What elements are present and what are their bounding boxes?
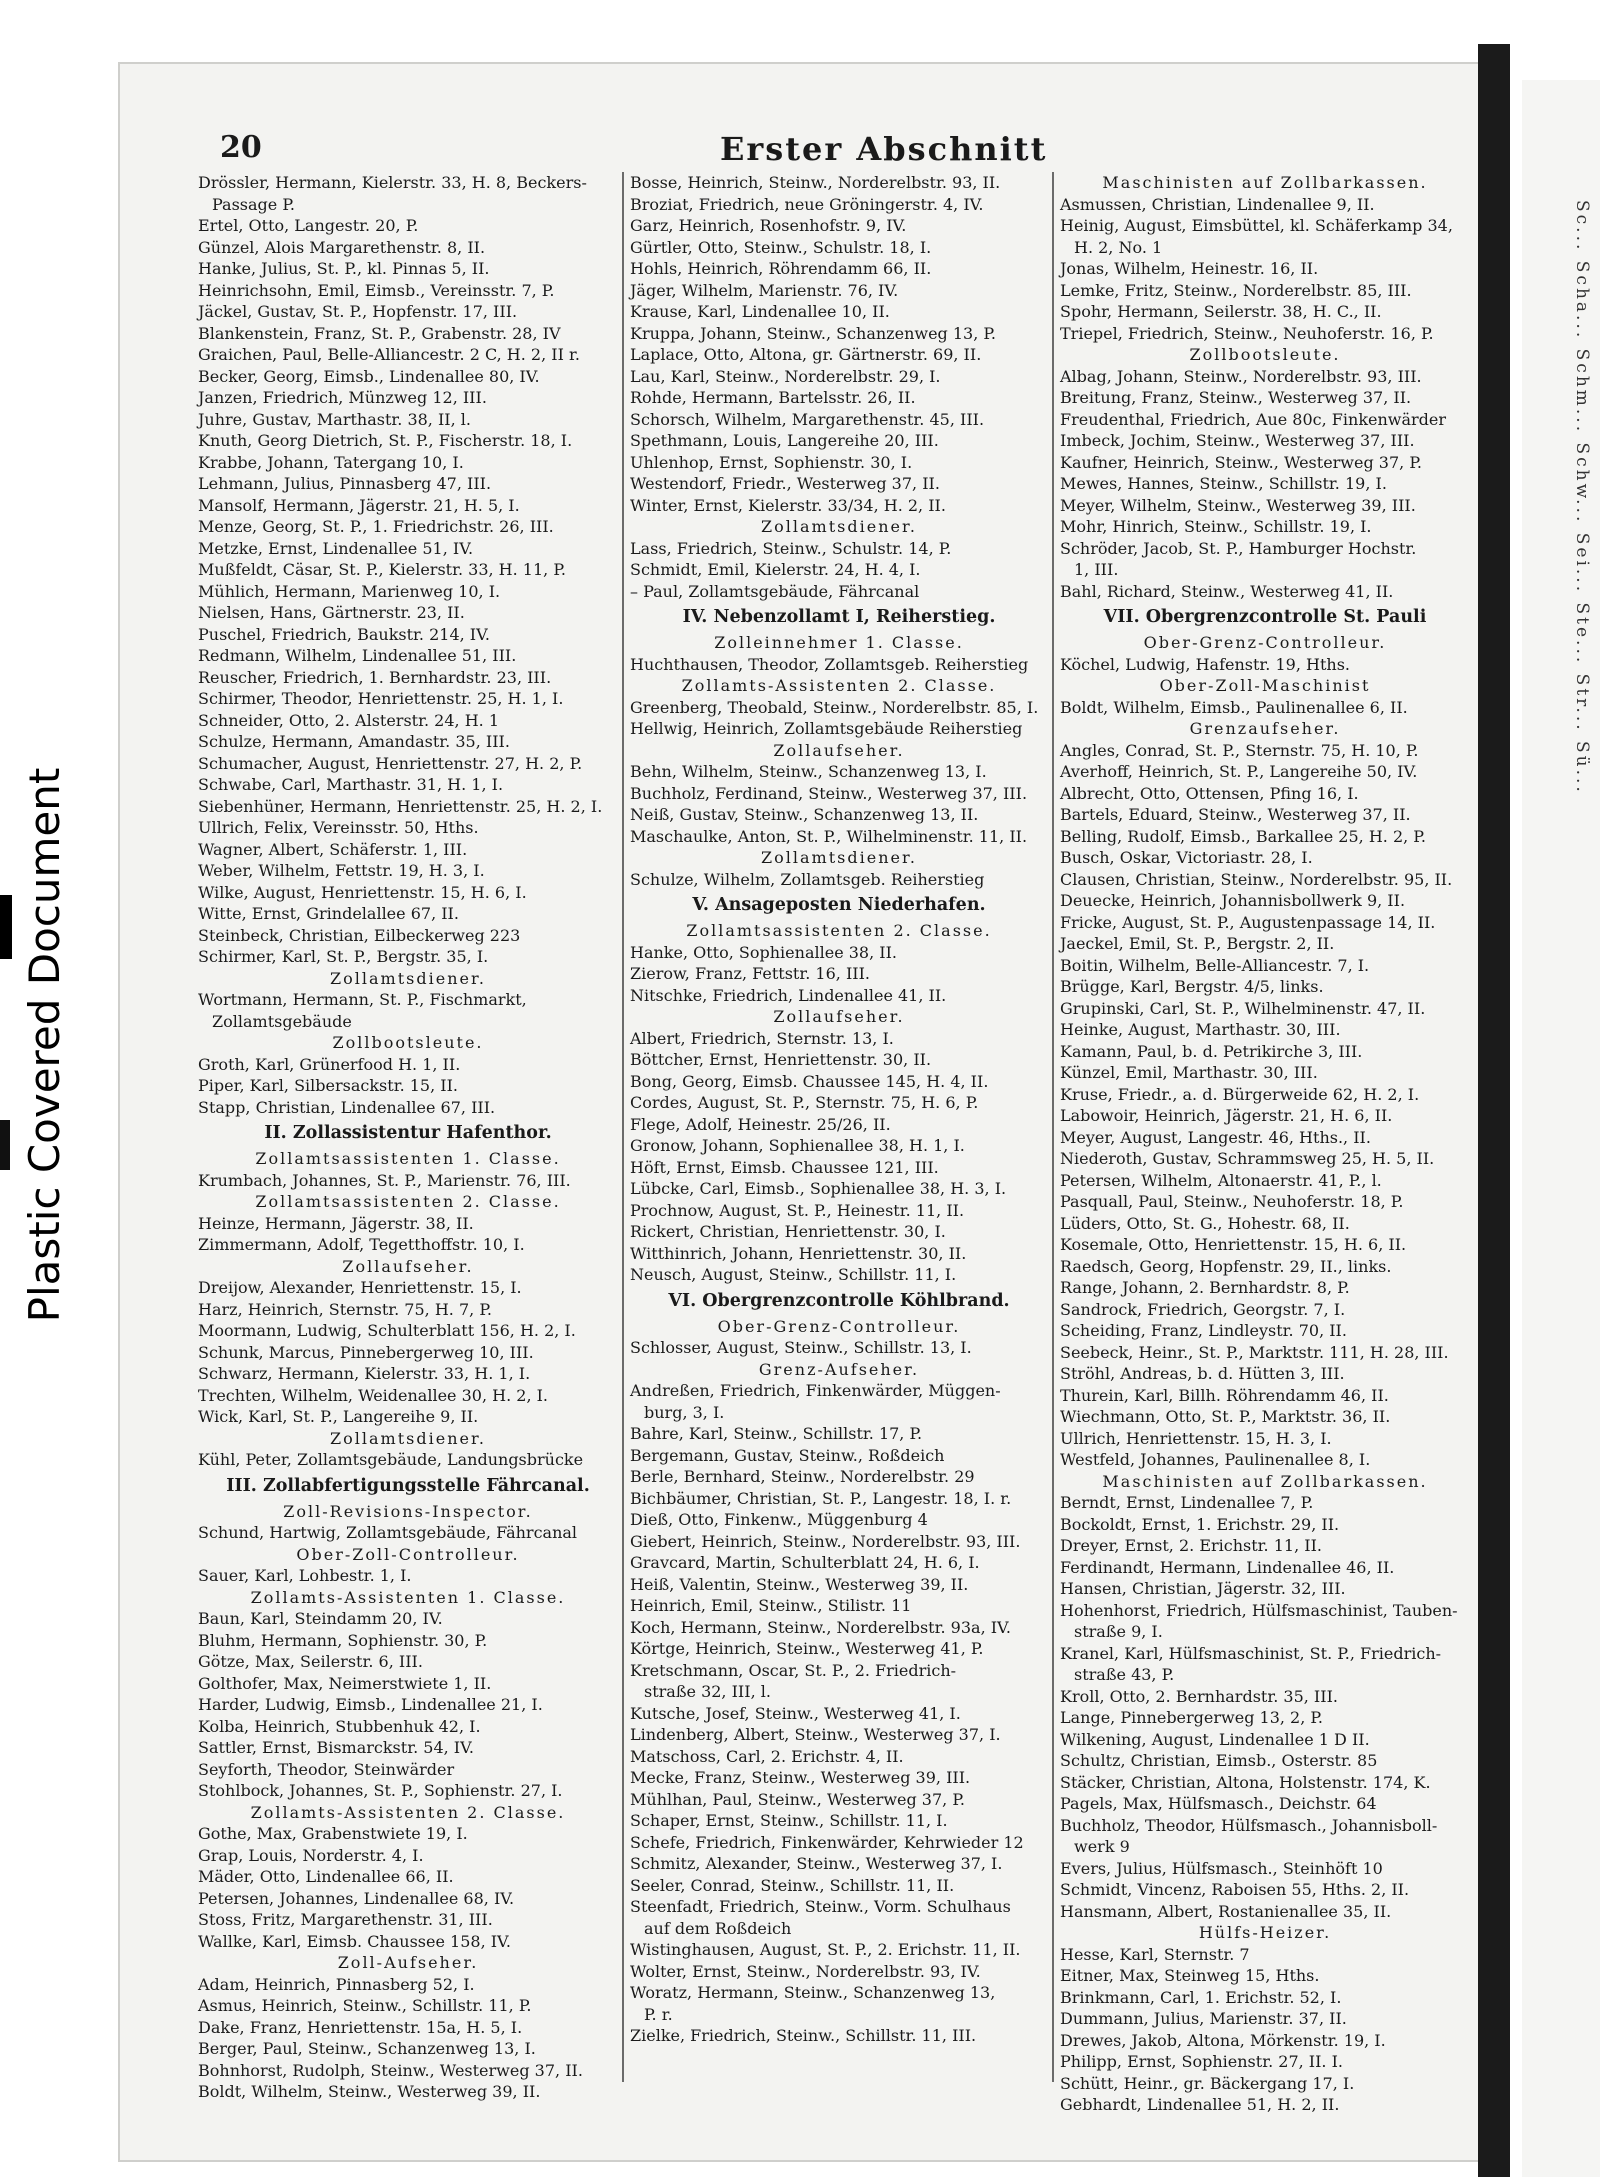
directory-entry: Zollamtsgebäude — [212, 1011, 352, 1031]
directory-entry: Zierow, Franz, Fettstr. 16, III. — [630, 964, 870, 983]
directory-entry: Seebeck, Heinr., St. P., Marktstr. 111, H. 28, III. — [1060, 1342, 1449, 1362]
directory-entry: Mewes, Hannes, Steinw., Schillstr. 19, I. — [1060, 474, 1387, 493]
directory-entry: Gürtler, Otto, Steinw., Schulstr. 18, I. — [630, 237, 932, 257]
directory-entry: Schirmer, Karl, St. P., Bergstr. 35, I. — [198, 947, 489, 966]
page-heading: Erster Abschnitt — [720, 130, 1048, 168]
directory-entry: Lau, Karl, Steinw., Norderelbstr. 29, I. — [630, 366, 941, 386]
subsection-heading: Ober-Grenz-Controlleur. — [1143, 633, 1387, 652]
directory-entry: Schultz, Christian, Eimsb., Osterstr. 85 — [1060, 1751, 1378, 1770]
directory-entry: Triepel, Friedrich, Steinw., Neuhoferstr. 16, P. — [1060, 323, 1434, 343]
directory-entry: Maschaulke, Anton, St. P., Wilhelminenstr. 11, II. — [630, 826, 1028, 846]
directory-entry: Kranel, Karl, Hülfsmaschinist, St. P., Friedrich- — [1060, 1643, 1442, 1663]
subsection-heading: Zollaufseher. — [773, 740, 905, 760]
subsection-heading: Zollbootsleute. — [1189, 345, 1341, 364]
directory-entry: Boldt, Wilhelm, Steinw., Westerweg 39, II. — [198, 2082, 541, 2101]
directory-entry: Huchthausen, Theodor, Zollamtsgeb. Reiherstieg — [630, 654, 1029, 674]
directory-entry: werk 9 — [1074, 1837, 1130, 1856]
directory-entry: straße 9, I. — [1074, 1622, 1163, 1641]
directory-entry: Krumbach, Johannes, St. P., Marienstr. 76, III. — [198, 1170, 571, 1190]
directory-entry: Körtge, Heinrich, Steinw., Westerweg 41, P. — [630, 1639, 984, 1658]
directory-entry: Günzel, Alois Margarethenstr. 8, II. — [198, 237, 486, 257]
directory-entry: Asmussen, Christian, Lindenallee 9, II. — [1060, 194, 1375, 214]
directory-entry: Ertel, Otto, Langestr. 20, P. — [198, 216, 419, 235]
directory-entry: Wolter, Ernst, Steinw., Norderelbstr. 93, IV. — [630, 1961, 981, 1981]
section-heading: II. Zollassistentur Hafenthor. — [264, 1123, 552, 1143]
directory-entry: Stapp, Christian, Lindenallee 67, III. — [198, 1097, 496, 1117]
directory-entry: Mecke, Franz, Steinw., Westerweg 39, III. — [630, 1768, 971, 1787]
directory-entry: Grap, Louis, Norderstr. 4, I. — [198, 1845, 424, 1865]
subsection-heading: Grenzaufseher. — [1189, 719, 1341, 738]
directory-entry: Westendorf, Friedr., Westerweg 37, II. — [630, 474, 940, 493]
directory-entry: Metzke, Ernst, Lindenallee 51, IV. — [198, 538, 474, 558]
directory-entry: Golthofer, Max, Neimerstwiete 1, II. — [198, 1673, 492, 1693]
directory-entry: Thurein, Karl, Billh. Röhrendamm 46, II. — [1060, 1385, 1389, 1405]
directory-entry: Buchholz, Theodor, Hülfsmasch., Johannisboll- — [1060, 1815, 1438, 1835]
directory-entry: Stäcker, Christian, Altona, Holstenstr. 174, K. — [1060, 1772, 1431, 1792]
directory-entry: Seeler, Conrad, Steinw., Schillstr. 11, II. — [630, 1875, 955, 1895]
directory-entry: Hanke, Julius, St. P., kl. Pinnas 5, II. — [198, 259, 490, 278]
directory-entry: Dreyer, Ernst, 2. Erichstr. 11, II. — [1060, 1536, 1322, 1555]
directory-entry: Schefe, Friedrich, Finkenwärder, Kehrwieder 12 — [630, 1832, 1024, 1852]
directory-entry: Schneider, Otto, 2. Alsterstr. 24, H. 1 — [198, 710, 499, 730]
subsection-heading: Ober-Zoll-Maschinist — [1159, 676, 1371, 695]
directory-entry: P. r. — [644, 2004, 673, 2024]
directory-entry: Heinrichsohn, Emil, Eimsb., Vereinsstr. 7, P. — [198, 280, 555, 300]
directory-entry: Redmann, Wilhelm, Lindenallee 51, III. — [198, 646, 517, 665]
directory-entry: Mußfeldt, Cäsar, St. P., Kielerstr. 33, H. 11, P. — [198, 560, 566, 579]
column-divider — [622, 172, 624, 2082]
book-spine — [1478, 44, 1510, 2177]
directory-entry: Lindenberg, Albert, Steinw., Westerweg 37, I. — [630, 1725, 1001, 1744]
directory-entry: Harder, Ludwig, Eimsb., Lindenallee 21, I. — [198, 1695, 543, 1714]
directory-entry: Fricke, August, St. P., Augustenpassage 14, II. — [1060, 912, 1436, 932]
subsection-heading: Zollamtsassistenten 2. Classe. — [255, 1192, 561, 1211]
directory-entry: Wallke, Karl, Eimsb. Chaussee 158, IV. — [198, 1931, 511, 1951]
directory-entry: Moormann, Ludwig, Schulterblatt 156, H. 2, I. — [198, 1321, 576, 1340]
directory-entry: Boitin, Wilhelm, Belle-Alliancestr. 7, I. — [1060, 955, 1370, 975]
directory-entry: Bergemann, Gustav, Steinw., Roßdeich — [630, 1445, 945, 1465]
directory-entry: Gebhardt, Lindenallee 51, H. 2, II. — [1060, 2095, 1340, 2114]
directory-entry: Albrecht, Otto, Ottensen, Pfing 16, I. — [1060, 783, 1359, 803]
subsection-heading: Zollamtsdiener. — [761, 517, 917, 536]
directory-entry: Koch, Hermann, Steinw., Norderelbstr. 93a, IV. — [630, 1617, 1011, 1637]
directory-entry: Bohnhorst, Rudolph, Steinw., Westerweg 37, II. — [198, 2060, 583, 2080]
directory-entry: Janzen, Friedrich, Münzweg 12, III. — [198, 388, 487, 407]
left-margin — [0, 0, 110, 2177]
directory-entry: Kruppa, Johann, Steinw., Schanzenweg 13, P. — [630, 323, 997, 343]
directory-entry: Gronow, Johann, Sophienallee 38, H. 1, I. — [630, 1136, 965, 1155]
directory-entry: 1, III. — [1074, 560, 1119, 579]
directory-entry: Kühl, Peter, Zollamtsgebäude, Landungsbrücke — [198, 1450, 584, 1469]
section-heading: V. Ansageposten Niederhafen. — [692, 895, 986, 915]
directory-entry: Bartels, Eduard, Steinw., Westerweg 37, II. — [1060, 805, 1411, 824]
directory-entry: Albag, Johann, Steinw., Norderelbstr. 93, III. — [1060, 366, 1422, 386]
directory-entry: Wilke, August, Henriettenstr. 15, H. 6, I. — [198, 882, 527, 902]
directory-entry: Nitschke, Friedrich, Lindenallee 41, II. — [630, 985, 947, 1005]
directory-entry: Zielke, Friedrich, Steinw., Schillstr. 11, III. — [630, 2026, 977, 2045]
directory-entry: Raedsch, Georg, Hopfenstr. 29, II., links. — [1060, 1256, 1392, 1276]
subsection-heading: Zollamtsdiener. — [330, 968, 486, 988]
directory-entry: Bahl, Richard, Steinw., Westerweg 41, II. — [1060, 581, 1394, 601]
directory-entry: Lemke, Fritz, Steinw., Norderelbstr. 85, III. — [1060, 280, 1412, 300]
subsection-heading: Zollamts-Assistenten 2. Classe. — [681, 676, 997, 695]
directory-entry: Seyforth, Theodor, Steinwärder — [198, 1759, 455, 1779]
directory-entry: Bichbäumer, Christian, St. P., Langestr. 18, I. r. — [630, 1488, 1012, 1508]
directory-entry: Sattler, Ernst, Bismarckstr. 54, IV. — [198, 1738, 474, 1757]
subsection-heading: Maschinisten auf Zollbarkassen. — [1102, 1471, 1428, 1491]
directory-entry: Labowoir, Heinrich, Jägerstr. 21, H. 6, II. — [1060, 1106, 1393, 1125]
directory-entry: Ullrich, Henriettenstr. 15, H. 3, I. — [1060, 1428, 1332, 1448]
directory-entry: Mühlich, Hermann, Marienweg 10, I. — [198, 581, 501, 601]
directory-entry: Matschoss, Carl, 2. Erichstr. 4, II. — [630, 1746, 904, 1766]
directory-entry: Asmus, Heinrich, Steinw., Schillstr. 11, P. — [198, 1996, 532, 2015]
directory-entry: – Paul, Zollamtsgebäude, Fährcanal — [630, 581, 920, 601]
directory-entry: Schmidt, Emil, Kielerstr. 24, H. 4, I. — [630, 560, 921, 579]
directory-entry: Rohde, Hermann, Bartelsstr. 26, II. — [630, 388, 916, 407]
directory-entry: Kruse, Friedr., a. d. Bürgerweide 62, H. 2, I. — [1060, 1084, 1420, 1104]
directory-entry: Gravcard, Martin, Schulterblatt 24, H. 6, I. — [630, 1553, 980, 1572]
directory-entry: Rickert, Christian, Henriettenstr. 30, I. — [630, 1222, 946, 1241]
directory-entry: Kaufner, Heinrich, Steinw., Westerweg 37, P. — [1060, 452, 1422, 472]
directory-entry: Garz, Heinrich, Rosenhofstr. 9, IV. — [630, 216, 907, 235]
directory-entry: Heinze, Hermann, Jägerstr. 38, II. — [198, 1213, 474, 1233]
directory-entry: Puschel, Friedrich, Baukstr. 214, IV. — [198, 624, 490, 644]
directory-entry: Hesse, Karl, Sternstr. 7 — [1060, 1944, 1250, 1964]
directory-entry: Witthinrich, Johann, Henriettenstr. 30, II. — [630, 1243, 967, 1263]
directory-entry: Lüders, Otto, St. G., Hohestr. 68, II. — [1060, 1213, 1350, 1233]
directory-entry: Heiß, Valentin, Steinw., Westerweg 39, II. — [630, 1574, 969, 1594]
directory-entry: Boldt, Wilhelm, Eimsb., Paulinenallee 6, II. — [1060, 697, 1408, 717]
directory-entry: Kutsche, Josef, Steinw., Westerweg 41, I. — [630, 1703, 961, 1723]
column-right — [1060, 172, 1470, 2114]
directory-entry: Jaeckel, Emil, St. P., Bergstr. 2, II. — [1060, 934, 1335, 953]
directory-entry: Zimmermann, Adolf, Tegetthoffstr. 10, I. — [198, 1235, 525, 1254]
directory-entry: Neiß, Gustav, Steinw., Schanzenweg 13, II. — [630, 805, 979, 824]
directory-entry: Busch, Oskar, Victoriastr. 28, I. — [1060, 848, 1313, 867]
directory-entry: Clausen, Christian, Steinw., Norderelbstr. 95, II. — [1060, 869, 1453, 889]
directory-entry: Drewes, Jakob, Altona, Mörkenstr. 19, I. — [1060, 2030, 1386, 2050]
directory-entry: Jäckel, Gustav, St. P., Hopfenstr. 17, III. — [198, 302, 518, 321]
directory-entry: Graichen, Paul, Belle-Alliancestr. 2 C, H. 2, II r. — [198, 345, 580, 364]
directory-entry: Imbeck, Jochim, Steinw., Westerweg 37, III. — [1060, 431, 1415, 450]
directory-entry: Becker, Georg, Eimsb., Lindenallee 80, IV. — [198, 366, 540, 386]
section-heading: IV. Nebenzollamt I, Reiherstieg. — [682, 607, 996, 627]
directory-entry: auf dem Roßdeich — [644, 1918, 792, 1938]
directory-entry: Kolba, Heinrich, Stubbenhuk 42, I. — [198, 1716, 481, 1736]
directory-entry: Wagner, Albert, Schäferstr. 1, III. — [198, 839, 468, 859]
directory-entry: burg, 3, I. — [644, 1402, 725, 1422]
directory-entry: Breitung, Franz, Steinw., Westerweg 37, II. — [1060, 388, 1412, 407]
directory-entry: Krause, Karl, Lindenallee 10, II. — [630, 302, 890, 321]
directory-entry: Siebenhüner, Hermann, Henriettenstr. 25, H. 2, I. — [198, 796, 603, 816]
directory-entry: Meyer, Wilhelm, Steinw., Westerweg 39, III. — [1060, 495, 1416, 515]
directory-entry: Steinbeck, Christian, Eilbeckerweg 223 — [198, 925, 521, 945]
directory-entry: Schröder, Jacob, St. P., Hamburger Hochstr. — [1060, 538, 1417, 558]
directory-entry: Mühlhan, Paul, Steinw., Westerweg 37, P. — [630, 1789, 965, 1809]
directory-entry: Schulze, Hermann, Amandastr. 35, III. — [198, 732, 510, 751]
directory-entry: Piper, Karl, Silbersackstr. 15, II. — [198, 1076, 459, 1095]
directory-entry: Ströhl, Andreas, b. d. Hütten 3, III. — [1060, 1364, 1345, 1383]
section-heading: VII. Obergrenzcontrolle St. Pauli — [1103, 607, 1427, 627]
page-number: 20 — [220, 130, 262, 165]
directory-entry: Uhlenhop, Ernst, Sophienstr. 30, I. — [630, 452, 913, 472]
directory-entry: Bong, Georg, Eimsb. Chaussee 145, H. 4, II. — [630, 1071, 989, 1091]
directory-entry: Künzel, Emil, Marthastr. 30, III. — [1060, 1063, 1318, 1082]
directory-entry: Sauer, Karl, Lohbestr. 1, I. — [198, 1566, 412, 1585]
directory-entry: Reuscher, Friedrich, 1. Bernhardstr. 23, III. — [198, 667, 552, 687]
subsection-heading: Zollamts-Assistenten 1. Classe. — [250, 1587, 566, 1607]
edge-mark — [0, 895, 12, 959]
subsection-heading: Zollaufseher. — [773, 1007, 905, 1026]
plastic-covered-label: Plastic Covered Document — [20, 767, 69, 1323]
directory-entry: Hohenhorst, Friedrich, Hülfsmaschinist, Tauben- — [1060, 1600, 1458, 1620]
directory-entry: Sandrock, Friedrich, Georgstr. 7, I. — [1060, 1299, 1346, 1319]
directory-entry: Petersen, Wilhelm, Altonaerstr. 41, P., l. — [1060, 1170, 1382, 1190]
directory-entry: Westfeld, Johannes, Paulinenallee 8, I. — [1060, 1450, 1371, 1469]
directory-entry: Schwarz, Hermann, Kielerstr. 33, H. 1, I. — [198, 1364, 531, 1383]
directory-entry: Buchholz, Ferdinand, Steinw., Westerweg 37, III. — [630, 783, 1028, 803]
directory-entry: Schund, Hartwig, Zollamtsgebäude, Fährcanal — [198, 1523, 578, 1542]
directory-entry: Spethmann, Louis, Langereihe 20, III. — [630, 431, 939, 450]
subsection-heading: Zollbootsleute. — [332, 1033, 484, 1052]
directory-entry: Blankenstein, Franz, St. P., Grabenstr. 28, IV — [198, 323, 561, 343]
subsection-heading: Grenz-Aufseher. — [758, 1359, 920, 1379]
directory-entry: Hanke, Otto, Sophienallee 38, II. — [630, 942, 897, 962]
directory-entry: Heinrich, Emil, Steinw., Stilistr. 11 — [630, 1596, 912, 1615]
subsection-heading: Zollamtsassistenten 2. Classe. — [686, 921, 992, 940]
directory-entry: Wick, Karl, St. P., Langereihe 9, II. — [198, 1407, 479, 1426]
directory-entry: Kretschmann, Oscar, St. P., 2. Friedrich- — [630, 1660, 957, 1680]
section-heading: III. Zollabfertigungsstelle Fährcanal. — [226, 1475, 590, 1496]
directory-entry: Laplace, Otto, Altona, gr. Gärtnerstr. 69, II. — [630, 345, 982, 364]
directory-entry: Wistinghausen, August, St. P., 2. Erichstr. 11, II. — [630, 1940, 1021, 1959]
directory-entry: Berger, Paul, Steinw., Schanzenweg 13, I. — [198, 2039, 536, 2058]
directory-entry: Jäger, Wilhelm, Marienstr. 76, IV. — [630, 280, 899, 300]
edge-mark-lower — [0, 1120, 10, 1170]
directory-entry: Albert, Friedrich, Sternstr. 13, I. — [630, 1028, 894, 1048]
directory-entry: Groth, Karl, Grünerfood H. 1, II. — [198, 1054, 461, 1074]
section-heading: VI. Obergrenzcontrolle Köhlbrand. — [668, 1290, 1010, 1311]
directory-entry: Jonas, Wilhelm, Heinestr. 16, II. — [1060, 259, 1319, 278]
directory-entry: Bockoldt, Ernst, 1. Erichstr. 29, II. — [1060, 1514, 1340, 1534]
directory-entry: Mäder, Otto, Lindenallee 66, II. — [198, 1867, 454, 1886]
column-left — [198, 172, 618, 2101]
directory-entry: Mansolf, Hermann, Jägerstr. 21, H. 5, I. — [198, 495, 520, 515]
directory-entry: Passage P. — [212, 194, 295, 214]
subsection-heading: Zollamtsassistenten 1. Classe. — [255, 1149, 561, 1168]
directory-entry: Schunk, Marcus, Pinnebergerweg 10, III. — [198, 1342, 534, 1362]
directory-entry: Gothe, Max, Grabenstwiete 19, I. — [198, 1824, 468, 1843]
directory-entry: straße 32, III, l. — [644, 1682, 771, 1701]
directory-entry: Kosemale, Otto, Henriettenstr. 15, H. 6, II. — [1060, 1235, 1407, 1254]
directory-entry: Winter, Ernst, Kielerstr. 33/34, H. 2, II. — [630, 495, 946, 515]
directory-entry: Pasquall, Paul, Steinw., Neuhoferstr. 18, P. — [1060, 1192, 1404, 1211]
directory-entry: Witte, Ernst, Grindelallee 67, II. — [198, 904, 459, 923]
directory-entry: Meyer, August, Langestr. 46, Hths., II. — [1060, 1127, 1371, 1147]
directory-entry: Eitner, Max, Steinweg 15, Hths. — [1060, 1966, 1320, 1985]
directory-entry: Evers, Julius, Hülfsmasch., Steinhöft 10 — [1060, 1858, 1383, 1878]
directory-entry: Mohr, Hinrich, Steinw., Schillstr. 19, I. — [1060, 517, 1372, 536]
directory-entry: Schulze, Wilhelm, Zollamtsgeb. Reiherstieg — [630, 869, 985, 889]
directory-entry: Angles, Conrad, St. P., Sternstr. 75, H. 10, P. — [1060, 740, 1419, 760]
directory-entry: Berle, Bernhard, Steinw., Norderelbstr. 29 — [630, 1467, 975, 1486]
directory-entry: Drössler, Hermann, Kielerstr. 33, H. 8, Beckers- — [198, 173, 587, 192]
directory-entry: Schirmer, Theodor, Henriettenstr. 25, H. 1, I. — [198, 689, 564, 708]
directory-entry: Höft, Ernst, Eimsb. Chaussee 121, III. — [630, 1157, 939, 1177]
directory-entry: straße 43, P. — [1074, 1665, 1175, 1684]
directory-entry: Köchel, Ludwig, Hafenstr. 19, Hths. — [1060, 654, 1350, 674]
directory-entry: Götze, Max, Seilerstr. 6, III. — [198, 1652, 423, 1671]
subsection-heading: Maschinisten auf Zollbarkassen. — [1102, 173, 1428, 192]
directory-entry: H. 2, No. 1 — [1074, 237, 1163, 257]
directory-entry: Hansen, Christian, Jägerstr. 32, III. — [1060, 1579, 1346, 1598]
directory-entry: Baun, Karl, Steindamm 20, IV. — [198, 1609, 443, 1628]
directory-entry: Lübcke, Carl, Eimsb., Sophienallee 38, H. 3, I. — [630, 1179, 1007, 1198]
directory-entry: Schlosser, August, Steinw., Schillstr. 13, I. — [630, 1338, 972, 1357]
directory-entry: Menze, Georg, St. P., 1. Friedrichstr. 26, III. — [198, 517, 554, 536]
directory-entry: Schwabe, Carl, Marthastr. 31, H. 1, I. — [198, 775, 504, 794]
directory-entry: Belling, Rudolf, Eimsb., Barkallee 25, H. 2, P. — [1060, 826, 1426, 846]
directory-entry: Ferdinandt, Hermann, Lindenallee 46, II. — [1060, 1557, 1395, 1577]
directory-entry: Knuth, Georg Dietrich, St. P., Fischerstr. 18, I. — [198, 431, 573, 450]
directory-entry: Stoss, Fritz, Margarethenstr. 31, III. — [198, 1910, 493, 1929]
subsection-heading: Zollamts-Assistenten 2. Classe. — [250, 1802, 566, 1822]
directory-entry: Schumacher, August, Henriettenstr. 27, H. 2, P. — [198, 753, 583, 773]
directory-entry: Kroll, Otto, 2. Bernhardstr. 35, III. — [1060, 1686, 1338, 1706]
directory-entry: Juhre, Gustav, Marthastr. 38, II, l. — [198, 409, 471, 429]
directory-entry: Bluhm, Hermann, Sophienstr. 30, P. — [198, 1630, 488, 1650]
directory-entry: Lange, Pinnebergerweg 13, 2, P. — [1060, 1708, 1324, 1727]
directory-entry: Neusch, August, Steinw., Schillstr. 11, I. — [630, 1265, 957, 1284]
directory-entry: Bosse, Heinrich, Steinw., Norderelbstr. 93, II. — [630, 173, 1001, 192]
directory-entry: Brügge, Karl, Bergstr. 4/5, links. — [1060, 977, 1324, 996]
directory-entry: Cordes, August, St. P., Sternstr. 75, H. 6, P. — [630, 1093, 979, 1112]
directory-entry: Philipp, Ernst, Sophienstr. 27, II. I. — [1060, 2052, 1344, 2071]
directory-entry: Greenberg, Theobald, Steinw., Norderelbstr. 85, I. — [630, 697, 1039, 717]
directory-entry: Spohr, Hermann, Seilerstr. 38, H. C., II. — [1060, 302, 1382, 321]
directory-entry: Averhoff, Heinrich, St. P., Langereihe 50, IV. — [1060, 762, 1418, 781]
directory-entry: Weber, Wilhelm, Fettstr. 19, H. 3, I. — [198, 861, 485, 880]
directory-entry: Wilkening, August, Lindenallee 1 D II. — [1060, 1729, 1370, 1749]
directory-entry: Niederoth, Gustav, Schrammsweg 25, H. 5, II. — [1060, 1149, 1435, 1168]
subsection-heading: Zollamtsdiener. — [330, 1428, 486, 1448]
directory-entry: Woratz, Hermann, Steinw., Schanzenweg 13, — [630, 1983, 996, 2002]
directory-entry: Lass, Friedrich, Steinw., Schulstr. 14, P. — [630, 538, 952, 558]
directory-entry: Krabbe, Johann, Tatergang 10, I. — [198, 452, 464, 472]
directory-entry: Hellwig, Heinrich, Zollamtsgebäude Reiherstieg — [630, 719, 1023, 738]
directory-entry: Brinkmann, Carl, 1. Erichstr. 52, I. — [1060, 1987, 1342, 2007]
directory-entry: Stohlbock, Johannes, St. P., Sophienstr. 27, I. — [198, 1781, 563, 1800]
directory-entry: Berndt, Ernst, Lindenallee 7, P. — [1060, 1493, 1314, 1512]
directory-entry: Scheiding, Franz, Lindleystr. 70, II. — [1060, 1321, 1347, 1340]
directory-entry: Petersen, Johannes, Lindenallee 68, IV. — [198, 1888, 515, 1908]
directory-entry: Broziat, Friedrich, neue Gröningerstr. 4, IV. — [630, 194, 984, 214]
directory-entry: Freudenthal, Friedrich, Aue 80c, Finkenwärder — [1060, 409, 1447, 429]
directory-entry: Wortmann, Hermann, St. P., Fischmarkt, — [198, 990, 527, 1009]
directory-entry: Schmidt, Vincenz, Raboisen 55, Hths. 2, II. — [1060, 1880, 1410, 1899]
subsection-heading: Ober-Zoll-Controlleur. — [296, 1544, 520, 1564]
subsection-heading: Zoll-Revisions-Inspector. — [283, 1501, 533, 1521]
directory-entry: Lehmann, Julius, Pinnasberg 47, III. — [198, 474, 492, 493]
directory-entry: Schorsch, Wilhelm, Margarethenstr. 45, III. — [630, 409, 985, 429]
subsection-heading: Zollaufseher. — [342, 1256, 474, 1276]
directory-entry: Schmitz, Alexander, Steinw., Westerweg 37, I. — [630, 1854, 1003, 1873]
directory-entry: Dreijow, Alexander, Henriettenstr. 15, I. — [198, 1278, 522, 1297]
directory-entry: Flege, Adolf, Heinestr. 25/26, II. — [630, 1114, 891, 1134]
directory-entry: Dieß, Otto, Finkenw., Müggenburg 4 — [630, 1510, 928, 1529]
facing-page-text: Sc... Scha... Schm... Schw... Sei... Ste... Str... Sü... — [1572, 200, 1592, 795]
directory-entry: Wiechmann, Otto, St. P., Marktstr. 36, II. — [1060, 1407, 1391, 1426]
directory-entry: Harz, Heinrich, Sternstr. 75, H. 7, P. — [198, 1299, 492, 1319]
directory-entry: Dummann, Julius, Marienstr. 37, II. — [1060, 2009, 1347, 2028]
directory-entry: Dake, Franz, Henriettenstr. 15a, H. 5, I. — [198, 2017, 523, 2037]
subsection-heading: Zollamtsdiener. — [761, 848, 917, 867]
directory-entry: Hansmann, Albert, Rostanienallee 35, II. — [1060, 1901, 1392, 1921]
directory-entry: Heinig, August, Eimsbüttel, kl. Schäferkamp 34, — [1060, 216, 1453, 235]
directory-entry: Schütt, Heinr., gr. Bäckergang 17, I. — [1060, 2073, 1355, 2093]
directory-entry: Schaper, Ernst, Steinw., Schillstr. 11, I. — [630, 1811, 948, 1830]
directory-entry: Bahre, Karl, Steinw., Schillstr. 17, P. — [630, 1424, 923, 1443]
column-middle — [630, 172, 1048, 2092]
directory-entry: Kamann, Paul, b. d. Petrikirche 3, III. — [1060, 1041, 1363, 1061]
directory-entry: Steenfadt, Friedrich, Steinw., Vorm. Schulhaus — [630, 1897, 1011, 1916]
directory-entry: Adam, Heinrich, Pinnasberg 52, I. — [198, 1974, 475, 1994]
facing-page — [1522, 80, 1600, 2177]
directory-entry: Deuecke, Heinrich, Johannisbollwerk 9, II. — [1060, 891, 1406, 910]
directory-entry: Heinke, August, Marthastr. 30, III. — [1060, 1020, 1341, 1039]
directory-entry: Ullrich, Felix, Vereinsstr. 50, Hths. — [198, 818, 479, 837]
directory-entry: Hohls, Heinrich, Röhrendamm 66, II. — [630, 259, 932, 278]
directory-entry: Trechten, Wilhelm, Weidenallee 30, H. 2, I. — [198, 1385, 549, 1405]
directory-entry: Behn, Wilhelm, Steinw., Schanzenweg 13, I. — [630, 762, 987, 781]
directory-entry: Prochnow, August, St. P., Heinestr. 11, II. — [630, 1200, 965, 1220]
subsection-heading: Zolleinnehmer 1. Classe. — [714, 633, 964, 652]
directory-entry: Pagels, Max, Hülfsmasch., Deichstr. 64 — [1060, 1794, 1377, 1813]
subsection-heading: Zoll-Aufseher. — [337, 1953, 479, 1972]
subsection-heading: Ober-Grenz-Controlleur. — [717, 1316, 961, 1336]
subsection-heading: Hülfs-Heizer. — [1198, 1923, 1332, 1942]
directory-entry: Range, Johann, 2. Bernhardstr. 8, P. — [1060, 1278, 1350, 1297]
directory-entry: Grupinski, Carl, St. P., Wilhelminenstr. 47, II. — [1060, 998, 1426, 1018]
column-divider — [1052, 172, 1054, 2082]
directory-entry: Böttcher, Ernst, Henriettenstr. 30, II. — [630, 1050, 932, 1069]
directory-entry: Giebert, Heinrich, Steinw., Norderelbstr. 93, III. — [630, 1531, 1021, 1551]
directory-entry: Nielsen, Hans, Gärtnerstr. 23, II. — [198, 603, 465, 622]
directory-entry: Andreßen, Friedrich, Finkenwärder, Müggen- — [630, 1381, 1001, 1400]
